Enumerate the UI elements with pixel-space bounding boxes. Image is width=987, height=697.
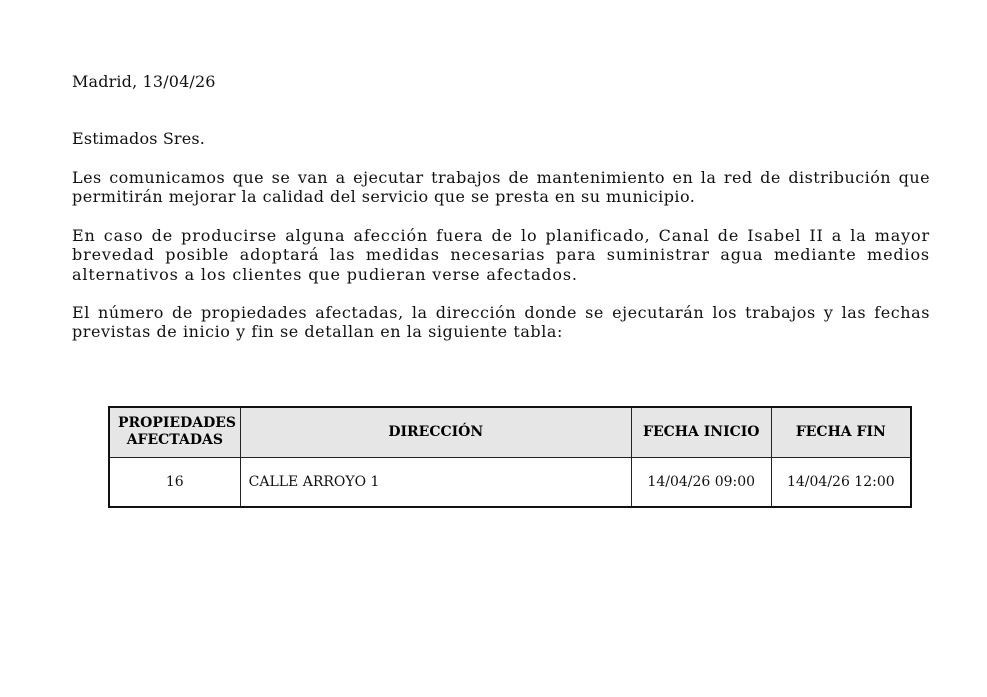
paragraph-maintenance-notice: Les comunicamos que se van a ejecutar trabajos de mantenimiento en la red de distribución que permitirán mejorar la calidad del servicio que se presta en su municipio. (72, 168, 930, 207)
table-header-row (109, 407, 911, 457)
paragraph-table-intro: El número de propiedades afectadas, la dirección donde se ejecutarán los trabajos y las fechas previstas de inicio y fin se detallan en la siguiente tabla: (72, 303, 930, 342)
header-propiedades-line2: AFECTADAS (126, 432, 223, 449)
table-row (109, 457, 911, 507)
cell-fecha-fin: 14/04/26 12:00 (771, 457, 911, 507)
header-fecha-inicio: FECHA INICIO (631, 407, 771, 457)
header-fecha-fin: FECHA FIN (771, 407, 911, 457)
letter-greeting: Estimados Sres. (72, 129, 205, 148)
cell-propiedades: 16 (109, 457, 240, 507)
header-propiedades-line1: PROPIEDADES (118, 415, 237, 432)
cell-fecha-inicio: 14/04/26 09:00 (631, 457, 771, 507)
header-direccion: DIRECCIÓN (240, 407, 631, 457)
letter-date: Madrid, 13/04/26 (72, 72, 216, 91)
cell-direccion: CALLE ARROYO 1 (240, 457, 631, 507)
paragraph-contingency: En caso de producirse alguna afección fuera de lo planificado, Canal de Isabel II a la mayor brevedad posible adoptará las medidas necesarias para suministrar agua mediante medios alternativos a los clientes que pudieran verse afectados. (72, 226, 930, 284)
header-propiedades-afectadas (109, 407, 240, 457)
works-table (108, 406, 912, 508)
